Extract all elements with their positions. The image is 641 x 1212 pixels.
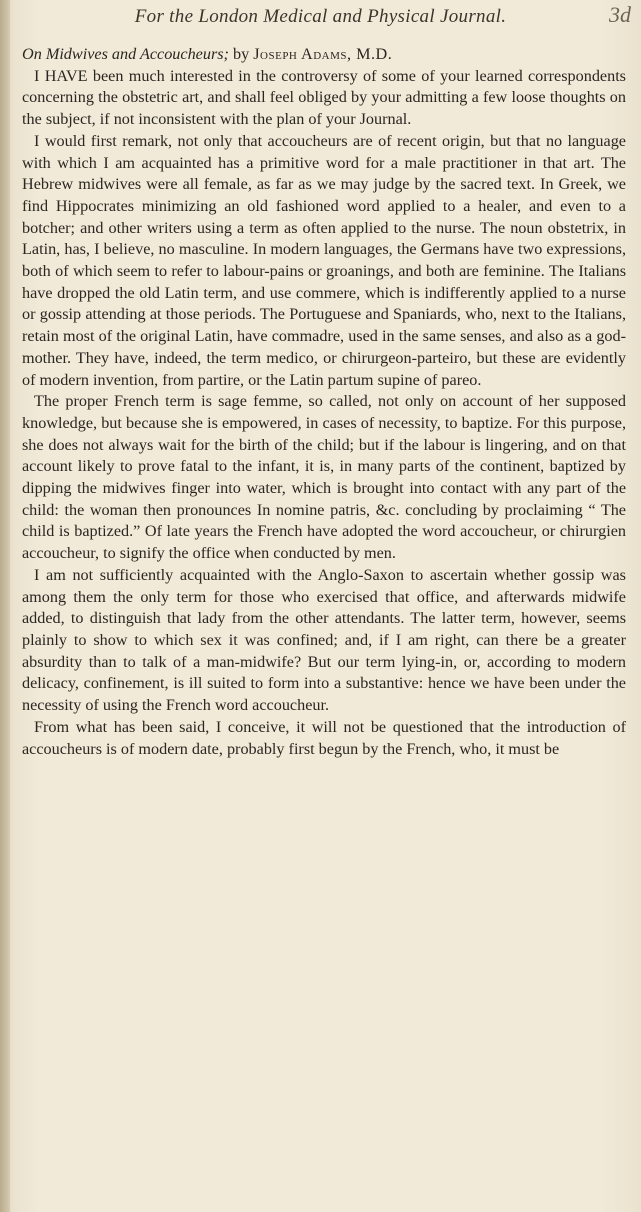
paragraph-5: From what has been said, I conceive, it will not be questioned that the introduction of accoucheurs is of modern date, probably first begun by the French, who, it must be [22, 717, 626, 758]
article-body [22, 44, 626, 760]
binding-gutter [0, 0, 10, 1212]
paragraph-1: I HAVE been much interested in the controversy of some of your learned correspondents concerning the obstetric art, and shall feel obliged by your admitting a few loose thoughts on the subject, if not inconsistent with the plan of your Journal. [22, 66, 626, 129]
running-head: For the London Medical and Physical Journal. [134, 6, 507, 27]
paragraph-3: The proper French term is sage femme, so called, not only on account of her supposed knowledge, but because she is empowered, in cases of necessity, to baptize. For this purpose, she does not always wait for the birth of the child; but if the labour is lingering, and on that account likely to prove fatal to the infant, it is, in many parts of the continent, baptized by dipping the midwives finger into water, which is brought into contact with any part of the child: the woman then pronounces In nomine patris, &c. concluding by proclaiming “ The child is baptized.” Of late years the French have adopted the word accoucheur, or chirurgien accoucheur, to signify the office when conducted by men. [22, 392, 626, 563]
article-title: On Midwives and Accoucheurs; [22, 45, 229, 63]
handwritten-page-mark: 3d [609, 2, 631, 27]
paragraph-4: I am not sufficiently acquainted with the Anglo-Saxon to ascertain whether gossip was among them the only term for those who exercised that office, and afterwards midwife added, to distinguish that lady from the other attendants. The latter term, however, seems plainly to show to which sex it was confined; and, if I am right, can there be a greater absurdity than to talk of a man-midwife? But our term lying-in, or, according to modern delicacy, confinement, is ill suited to form into a substantive: hence we have been under the necessity of using the French word accoucheur. [22, 565, 626, 715]
article-author: Joseph Adams, M.D. [253, 45, 393, 63]
article-heading [22, 44, 626, 66]
paragraph-2: I would first remark, not only that accoucheurs are of recent origin, but that no language with which I am acquainted has a primitive word for a male practitioner in that art. The Hebrew midwives were all female, as far as we may judge by the sacred text. In Greek, we find Hippocrates minimizing an old fashioned word applied to a healer, and even to a botcher; and other writers using a term as often applied to the nurse. The noun obstetrix, in Latin, has, I believe, no masculine. In modern languages, the Germans have two expressions, both of which seem to refer to labour-pains or groanings, and both are feminine. The Italians have dropped the old Latin term, and use commere, which is indifferently applied to a nurse or gossip attending at those periods. The Portuguese and Spaniards, who, next to the Italians, retain most of the original Latin, have commadre, used in the same senses, and also as a god-mother. They have, indeed, the term medico, or chirurgeon-parteiro, but these are evidently of modern invention, from partire, or the Latin partum supine of pareo. [22, 131, 626, 389]
byline-prefix: by [233, 45, 250, 63]
